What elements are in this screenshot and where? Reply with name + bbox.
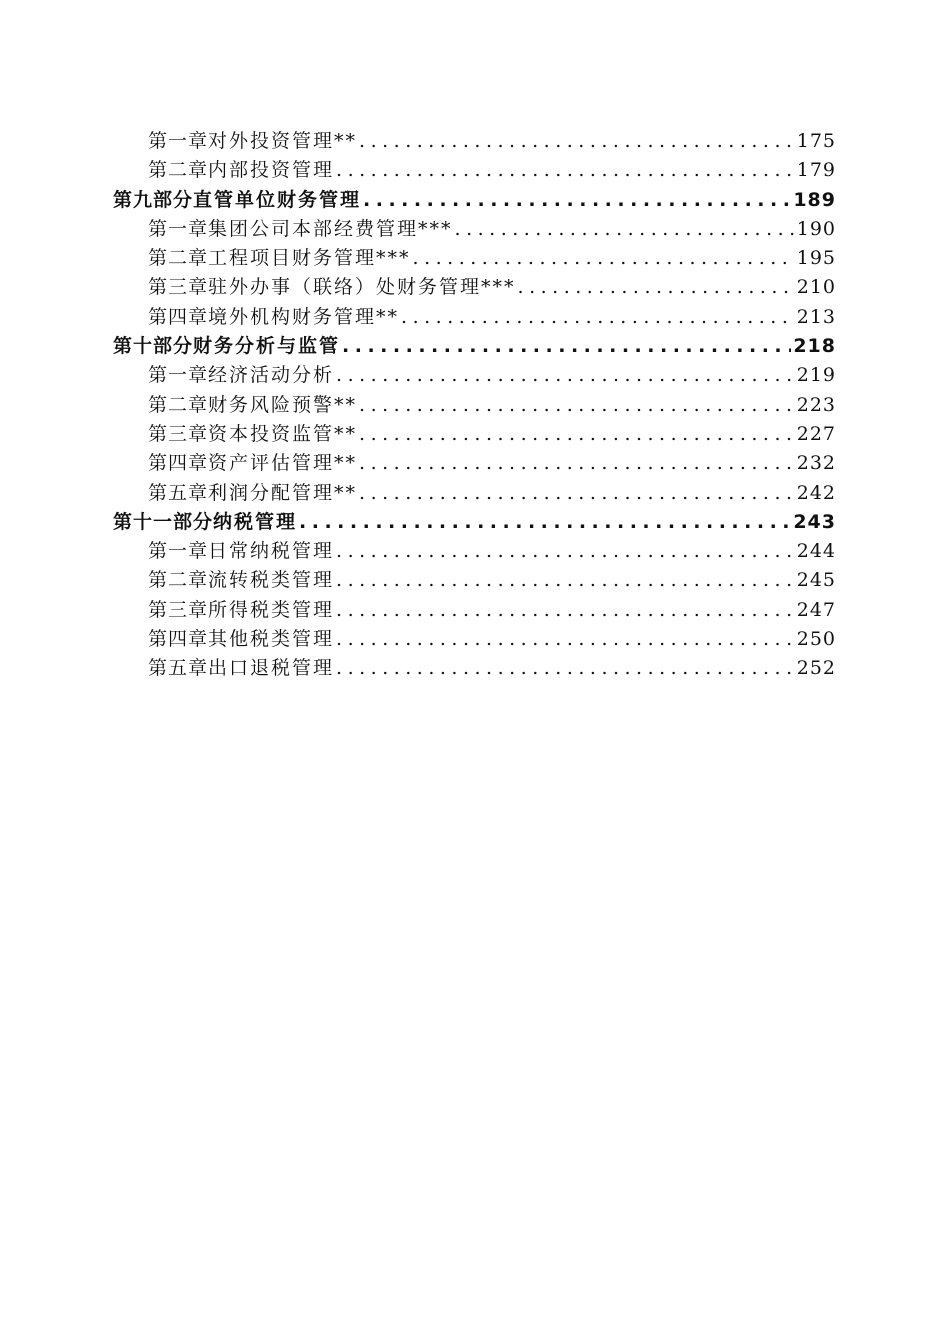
table-of-contents [113,127,836,684]
dot-leader [336,156,795,185]
part-number: 第九部分 [113,188,194,211]
toc-entry-chapter[interactable] [113,156,836,185]
dot-leader [336,361,795,390]
page-number: 244 [796,540,836,563]
dot-leader [336,625,795,654]
page-number: 189 [793,188,836,211]
toc-entry-chapter[interactable] [113,420,836,449]
dot-leader [299,508,791,537]
chapter-title: 出口退税管理 [208,657,335,680]
part-number: 第十部分 [113,335,194,358]
dot-leader [342,332,791,361]
dot-leader [401,303,795,332]
chapter-number: 第一章 [148,217,209,240]
toc-entry-part[interactable] [113,186,836,215]
toc-entry-chapter[interactable] [113,303,836,332]
chapter-title: 资产评估管理** [208,452,358,475]
page-number: 245 [796,569,836,592]
chapter-title: 所得税类管理 [208,598,335,621]
chapter-title: 境外机构财务管理** [208,305,400,328]
chapter-number: 第四章 [148,305,209,328]
toc-entry-chapter[interactable] [113,625,836,654]
dot-leader [413,244,795,273]
page-number: 243 [793,510,836,533]
chapter-number: 第四章 [148,452,209,475]
toc-entry-chapter[interactable] [113,654,836,683]
dot-leader [336,537,795,566]
page-number: 252 [796,657,836,680]
chapter-number: 第一章 [148,364,209,387]
chapter-number: 第三章 [148,276,209,299]
chapter-title: 集团公司本部经费管理*** [208,217,453,240]
toc-entry-part[interactable] [113,508,836,537]
dot-leader [518,273,795,302]
dot-leader [336,566,795,595]
chapter-number: 第四章 [148,628,209,651]
toc-entry-chapter[interactable] [113,273,836,302]
chapter-number: 第二章 [148,569,209,592]
chapter-title: 财务风险预警** [208,393,358,416]
toc-entry-chapter[interactable] [113,596,836,625]
toc-entry-chapter[interactable] [113,449,836,478]
chapter-number: 第一章 [148,130,209,152]
part-title: 纳税管理 [213,510,298,533]
toc-entry-part[interactable] [113,332,836,361]
toc-entry-chapter[interactable] [113,537,836,566]
page-number: 218 [793,335,836,358]
dot-leader [359,420,795,449]
part-title: 直管单位财务管理 [193,188,362,211]
page-number: 179 [796,159,836,182]
chapter-title: 内部投资管理 [208,159,335,182]
part-number: 第十一部分 [113,510,214,533]
page-number: 195 [796,247,836,270]
chapter-title: 经济活动分析 [208,364,335,387]
page-number: 190 [796,217,836,240]
toc-entry-chapter[interactable] [113,479,836,508]
page-number: 175 [796,130,836,152]
dot-leader [359,479,795,508]
page-number: 219 [796,364,836,387]
page-number: 223 [796,393,836,416]
chapter-number: 第五章 [148,481,209,504]
chapter-title: 工程项目财务管理*** [208,247,411,270]
page-number: 213 [796,305,836,328]
chapter-title: 其他税类管理 [208,628,335,651]
chapter-number: 第一章 [148,540,209,563]
chapter-number: 第二章 [148,159,209,182]
toc-entry-chapter[interactable] [113,215,836,244]
chapter-number: 第二章 [148,247,209,270]
chapter-number: 第五章 [148,657,209,680]
part-title: 财务分析与监管 [193,335,341,358]
chapter-title: 流转税类管理 [208,569,335,592]
page-number: 247 [796,598,836,621]
chapter-number: 第三章 [148,598,209,621]
page-number: 227 [796,422,836,445]
page-number: 232 [796,452,836,475]
dot-leader [363,186,791,215]
dot-leader [336,596,795,625]
chapter-title: 对外投资管理** [208,130,358,152]
dot-leader [359,127,795,156]
page-number: 210 [796,276,836,299]
page-number: 242 [796,481,836,504]
chapter-title: 驻外办事（联络）处财务管理*** [208,276,516,299]
dot-leader [336,654,795,683]
toc-entry-chapter[interactable] [113,566,836,595]
toc-entry-chapter[interactable] [113,391,836,420]
chapter-title: 利润分配管理** [208,481,358,504]
toc-entry-chapter[interactable] [113,361,836,390]
chapter-number: 第三章 [148,422,209,445]
chapter-number: 第二章 [148,393,209,416]
chapter-title: 资本投资监管** [208,422,358,445]
toc-entry-chapter[interactable] [113,244,836,273]
dot-leader [359,449,795,478]
page-number: 250 [796,628,836,651]
chapter-title: 日常纳税管理 [208,540,335,563]
toc-entry-chapter[interactable] [113,127,836,156]
dot-leader [359,391,795,420]
dot-leader [455,215,795,244]
